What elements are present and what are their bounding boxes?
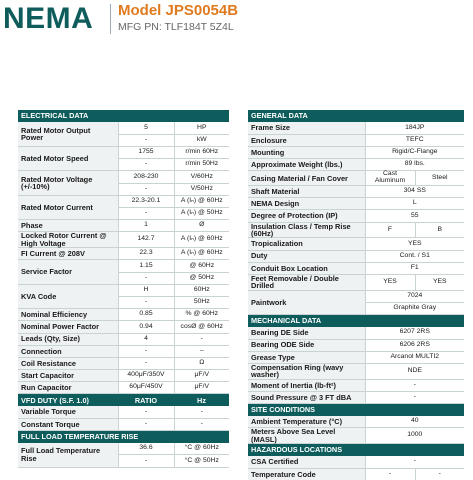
electrical-unit: cosØ @ 60Hz — [174, 321, 229, 333]
general-data-row — [248, 262, 464, 274]
electrical-value: 0.94 — [118, 321, 174, 333]
mechanical-data-header-row — [248, 315, 464, 327]
electrical-value: 4 — [118, 333, 174, 345]
electrical-unit: r/min 50Hz — [174, 159, 229, 171]
vfd-hz: - — [174, 406, 229, 418]
general-data-value: L — [365, 198, 464, 210]
electrical-label: KVA Code — [18, 284, 118, 308]
general-data-label: Feet Removable / Double Drilled — [248, 274, 365, 290]
electrical-value: - — [118, 134, 174, 146]
right-spec-column — [248, 110, 464, 480]
mechanical-data-label: Bearing ODE Side — [248, 339, 365, 351]
electrical-value: 1.15 — [118, 260, 174, 272]
electrical-label: Nominal Power Factor — [18, 321, 118, 333]
electrical-value: 400μF/350V — [118, 370, 174, 382]
electrical-unit: V/50Hz — [174, 183, 229, 195]
header-divider — [110, 4, 111, 34]
electrical-row — [18, 195, 229, 207]
vfd-label: Variable Torque — [18, 406, 118, 418]
general-data-header: GENERAL DATA — [248, 110, 464, 122]
electrical-row — [18, 382, 229, 394]
general-data-value: 184JP — [365, 122, 464, 134]
electrical-row — [18, 220, 229, 232]
general-data-row — [248, 159, 464, 171]
general-data-header-row — [248, 110, 464, 122]
electrical-row — [18, 260, 229, 272]
electrical-value: - — [118, 296, 174, 308]
site-conditions-row — [248, 416, 464, 428]
general-data-value-2: B — [415, 222, 464, 238]
vfd-ratio: - — [118, 406, 174, 418]
hazardous-locations-row — [248, 456, 464, 468]
electrical-label: Connection — [18, 345, 118, 357]
hazardous-locations-label: Temperature Code — [248, 468, 365, 480]
general-data-row — [248, 186, 464, 198]
mechanical-data-label: Moment of Inertia (lb-ft²) — [248, 379, 365, 391]
general-data-row — [248, 250, 464, 262]
general-data-label: Casing Material / Fan Cover — [248, 171, 365, 186]
electrical-row — [18, 171, 229, 183]
general-data-value: TEFC — [365, 134, 464, 146]
electrical-data-header: ELECTRICAL DATA — [18, 110, 229, 122]
mechanical-data-value: 6206 2RS — [365, 339, 464, 351]
electrical-unit: A (Iₙ) @ 60Hz — [174, 195, 229, 207]
electrical-label: FI Current @ 208V — [18, 248, 118, 260]
site-conditions-label: Meters Above Sea Level (MASL) — [248, 428, 365, 444]
full-load-label: Full Load Temperature Rise — [18, 443, 118, 467]
vfd-hz: - — [174, 418, 229, 430]
electrical-label: Locked Rotor Current @ High Voltage — [18, 232, 118, 248]
mechanical-data-label: Compensation Ring (wavy washer) — [248, 363, 365, 379]
general-data-label: Degree of Protection (IP) — [248, 210, 365, 222]
vfd-row — [18, 406, 229, 418]
electrical-value: 0.85 — [118, 309, 174, 321]
general-data-value: YES — [365, 274, 415, 290]
electrical-unit: μF/V — [174, 382, 229, 394]
mechanical-data-value: 6207 2RS — [365, 327, 464, 339]
hazardous-locations-label: CSA Certified — [248, 456, 365, 468]
mechanical-data-row — [248, 339, 464, 351]
general-data-value: YES — [365, 238, 464, 250]
general-data-value: Cont. / S1 — [365, 250, 464, 262]
mechanical-data-row — [248, 327, 464, 339]
electrical-label: Run Capacitor — [18, 382, 118, 394]
electrical-unit: Ø — [174, 220, 229, 232]
general-data-value: Cast Aluminum — [365, 171, 415, 186]
full-load-value: - — [118, 455, 174, 467]
hazardous-locations-value: - — [365, 468, 415, 480]
mechanical-data-row — [248, 391, 464, 403]
electrical-value: - — [118, 208, 174, 220]
electrical-label: Nominal Efficiency — [18, 309, 118, 321]
mechanical-data-value: - — [365, 391, 464, 403]
general-data-value-2: YES — [415, 274, 464, 290]
electrical-value: 22.3 — [118, 248, 174, 260]
full-load-value: 36.6 — [118, 443, 174, 455]
model-title: Model JPS0054B — [118, 2, 239, 19]
general-data-label: Tropicalization — [248, 238, 365, 250]
electrical-unit: @ 60Hz — [174, 260, 229, 272]
general-data-value: 55 — [365, 210, 464, 222]
electrical-unit: HP — [174, 122, 229, 134]
general-data-value: Graphite Gray — [365, 302, 464, 314]
electrical-unit: % @ 60Hz — [174, 309, 229, 321]
mechanical-data-label: Sound Pressure @ 3 FT dBA — [248, 391, 365, 403]
vfd-row — [18, 418, 229, 430]
mechanical-data-label: Grease Type — [248, 351, 365, 363]
general-data-row — [248, 290, 464, 302]
mechanical-data-row — [248, 363, 464, 379]
electrical-label: Rated Motor Voltage (+/-10%) — [18, 171, 118, 195]
electrical-value: 142.7 — [118, 232, 174, 248]
electrical-unit: – — [174, 345, 229, 357]
general-data-label: Shaft Material — [248, 186, 365, 198]
electrical-row — [18, 232, 229, 248]
general-data-label: Approximate Weight (lbs.) — [248, 159, 365, 171]
hazardous-locations-header-row — [248, 444, 464, 456]
general-data-label: Conduit Box Location — [248, 262, 365, 274]
general-data-value: 7024 — [365, 290, 464, 302]
electrical-value: 5 — [118, 122, 174, 134]
mechanical-data-row — [248, 379, 464, 391]
general-data-row — [248, 238, 464, 250]
general-data-label: Enclosure — [248, 134, 365, 146]
nema-logo: NEMA — [3, 2, 94, 35]
general-data-label: Insulation Class / Temp Rise (60Hz) — [248, 222, 365, 238]
general-data-row — [248, 274, 464, 290]
electrical-label: Rated Motor Current — [18, 195, 118, 219]
electrical-row — [18, 370, 229, 382]
general-data-row — [248, 134, 464, 146]
general-data-value-2: Steel — [415, 171, 464, 186]
electrical-value: 1 — [118, 220, 174, 232]
site-conditions-value: 1000 — [365, 428, 464, 444]
electrical-row — [18, 321, 229, 333]
general-spec-table — [248, 110, 464, 480]
electrical-row — [18, 333, 229, 345]
electrical-row — [18, 357, 229, 369]
electrical-unit: A (Iₙ) @ 60Hz — [174, 232, 229, 248]
general-data-label: Paintwork — [248, 290, 365, 314]
mechanical-data-value: NDE — [365, 363, 464, 379]
hazardous-locations-value: - — [365, 456, 464, 468]
general-data-row — [248, 210, 464, 222]
electrical-value: 60μF/450V — [118, 382, 174, 394]
electrical-label: Coil Resistance — [18, 357, 118, 369]
electrical-value: - — [118, 357, 174, 369]
general-data-label: Mounting — [248, 147, 365, 159]
electrical-label: Start Capacitor — [18, 370, 118, 382]
site-conditions-value: 40 — [365, 416, 464, 428]
general-data-row — [248, 171, 464, 186]
electrical-unit: μF/V — [174, 370, 229, 382]
electrical-value: - — [118, 159, 174, 171]
page-header — [0, 0, 473, 40]
vfd-label: Constant Torque — [18, 418, 118, 430]
site-conditions-row — [248, 428, 464, 444]
electrical-label: Phase — [18, 220, 118, 232]
general-data-value: 89 lbs. — [365, 159, 464, 171]
vfd-duty-header: VFD DUTY (S.F. 1.0) — [18, 394, 118, 406]
vfd-duty-header-row — [18, 394, 229, 406]
general-data-value: 304 SS — [365, 186, 464, 198]
electrical-unit: 50Hz — [174, 296, 229, 308]
general-data-label: NEMA Design — [248, 198, 365, 210]
electrical-unit: - — [174, 333, 229, 345]
electrical-unit: Ω — [174, 357, 229, 369]
site-conditions-header: SITE CONDITIONS — [248, 404, 464, 416]
electrical-unit: 60Hz — [174, 284, 229, 296]
electrical-unit: @ 50Hz — [174, 272, 229, 284]
electrical-unit: kW — [174, 134, 229, 146]
mechanical-data-value: Arcanol MULTI2 — [365, 351, 464, 363]
hazardous-locations-header: HAZARDOUS LOCATIONS — [248, 444, 464, 456]
general-data-row — [248, 222, 464, 238]
electrical-value: H — [118, 284, 174, 296]
electrical-value: 208-230 — [118, 171, 174, 183]
electrical-row — [18, 309, 229, 321]
general-data-value: F1 — [365, 262, 464, 274]
electrical-value: - — [118, 183, 174, 195]
electrical-value: 1755 — [118, 147, 174, 159]
mechanical-data-label: Bearing DE Side — [248, 327, 365, 339]
hazardous-locations-value-2: - — [415, 468, 464, 480]
site-conditions-label: Ambient Temperature (°C) — [248, 416, 365, 428]
general-data-value: F — [365, 222, 415, 238]
mechanical-data-header: MECHANICAL DATA — [248, 315, 464, 327]
electrical-row — [18, 248, 229, 260]
left-spec-column — [18, 110, 229, 468]
electrical-row — [18, 122, 229, 134]
electrical-spec-table — [18, 110, 229, 468]
vfd-ratio: - — [118, 418, 174, 430]
electrical-row — [18, 345, 229, 357]
electrical-value: 22.3-20.1 — [118, 195, 174, 207]
site-conditions-header-row — [248, 404, 464, 416]
electrical-unit: A (Iₙ) @ 50Hz — [174, 208, 229, 220]
full-load-temp-header: FULL LOAD TEMPERATURE RISE — [18, 431, 229, 443]
electrical-label: Rated Motor Speed — [18, 147, 118, 171]
electrical-unit: V/60Hz — [174, 171, 229, 183]
electrical-label: Rated Motor Output Power — [18, 122, 118, 146]
electrical-row — [18, 147, 229, 159]
electrical-label: Service Factor — [18, 260, 118, 284]
electrical-label: Leads (Qty, Size) — [18, 333, 118, 345]
general-data-row — [248, 147, 464, 159]
hazardous-locations-row — [248, 468, 464, 480]
general-data-row — [248, 122, 464, 134]
general-data-label: Frame Size — [248, 122, 365, 134]
electrical-data-header-row — [18, 110, 229, 122]
general-data-row — [248, 198, 464, 210]
electrical-unit: r/min 60Hz — [174, 147, 229, 159]
general-data-label: Duty — [248, 250, 365, 262]
electrical-value: - — [118, 272, 174, 284]
electrical-unit: A (Iₙ) @ 60Hz — [174, 248, 229, 260]
vfd-duty-header-col3: Hz — [174, 394, 229, 406]
electrical-row — [18, 284, 229, 296]
mechanical-data-value: - — [365, 379, 464, 391]
full-load-temp-header-row — [18, 431, 229, 443]
vfd-duty-header-col2: RATIO — [118, 394, 174, 406]
full-load-unit: °C @ 50Hz — [174, 455, 229, 467]
mechanical-data-row — [248, 351, 464, 363]
full-load-row — [18, 443, 229, 455]
mfg-part-number: MFG PN: TLF184T 5Z4L — [118, 21, 234, 33]
full-load-unit: °C @ 60Hz — [174, 443, 229, 455]
general-data-value: Rigid/C-Flange — [365, 147, 464, 159]
electrical-value: - — [118, 345, 174, 357]
